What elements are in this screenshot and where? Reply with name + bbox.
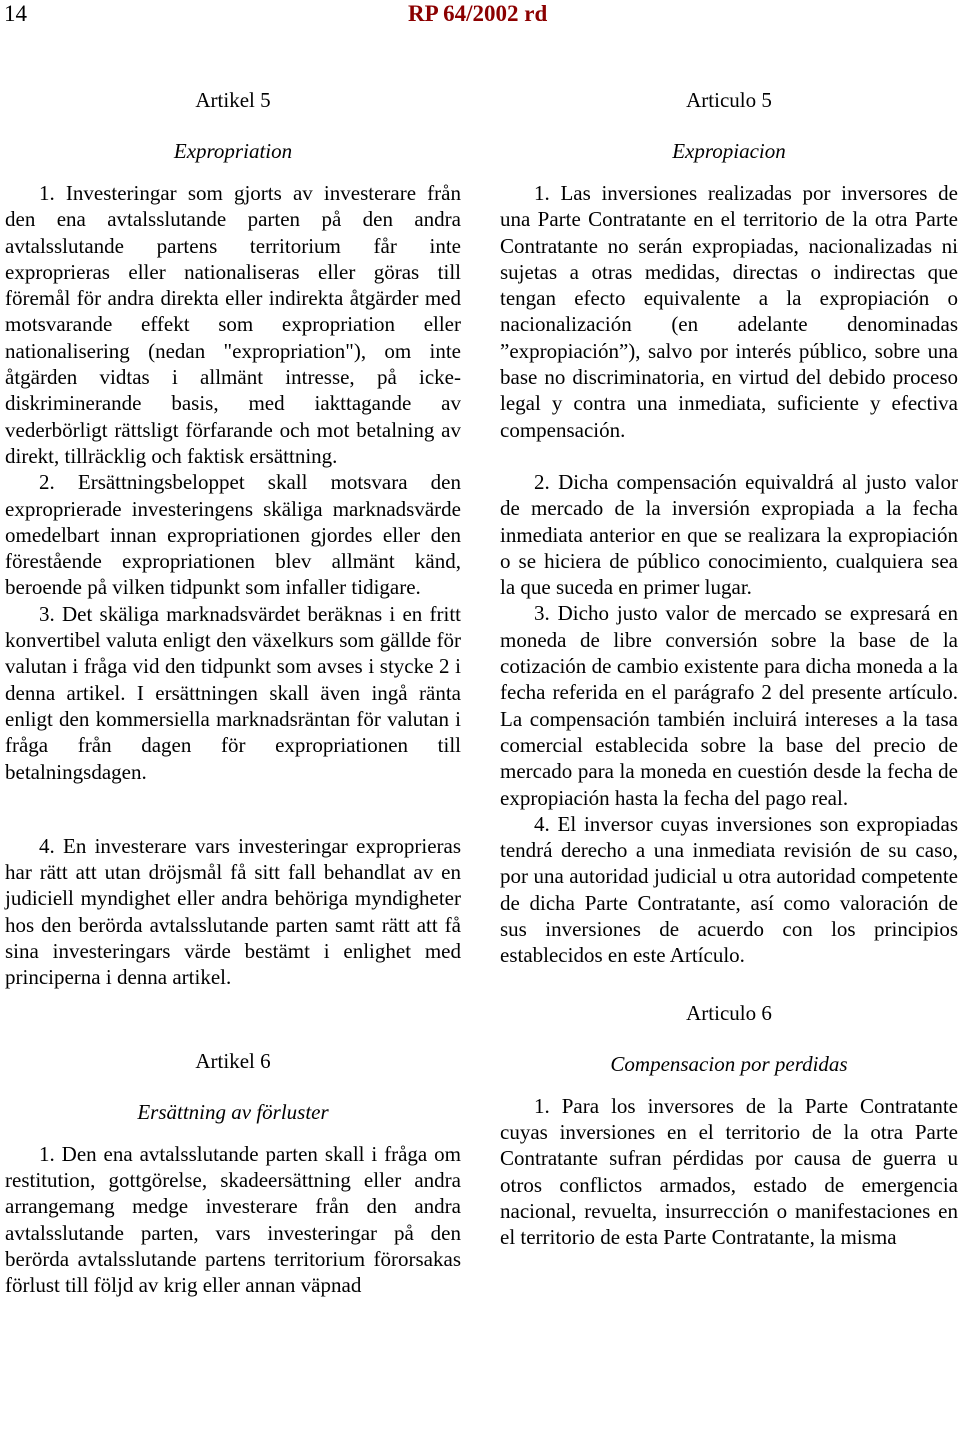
article-6-paragraph-1-sv: 1. Den ena avtalsslutande parten skall i fråga om restitution, gottgörelse, skadeersättning eller andra arrangemang medge investerare från den andra avtalsslutande parten, vars investeringar på den berörda avtalsslutande partens territorium förorsakas förlust till följd av krig eller annan väpnad bbox=[5, 1141, 461, 1298]
article-5-paragraph-2-sv: 2. Ersättningsbeloppet skall motsvara den exproprierade investeringens skäliga marknadsvärde omedelbart innan expropriationen gjordes eller den förestående expropriationen blev allmänt känd, beroende på vilken tidpunkt som infaller tidigare. bbox=[5, 470, 461, 600]
article-6-subtitle-sv: Ersättning av förluster bbox=[137, 1099, 329, 1124]
spanish-column bbox=[500, 82, 958, 1250]
swedish-column bbox=[5, 82, 461, 1298]
document-reference: RP 64/2002 rd bbox=[408, 1, 548, 26]
article-5-paragraph-2-es: 2. Dicha compensación equivaldrá al justo valor de mercado de la inversión expropiada a la fecha inmediata anterior en que se realizara la expropiación o se hiciera de público conocimiento, cualquiera sea la que suceda en primer lugar. bbox=[500, 469, 958, 600]
article-5-title-es: Articulo 5 bbox=[686, 88, 772, 112]
article-6-paragraph-1-es: 1. Para los inversores de la Parte Contratante cuyas inversiones en el territorio de la otra Parte Contratante sufran pérdidas por causa de guerra u otros conflictos armados, estado de emergencia nacional, revuelta, insurrección o manifestaciones en el territorio de esta Parte Contratante, la misma bbox=[500, 1093, 958, 1250]
article-5-paragraph-3-sv: 3. Det skäliga marknadsvärdet beräknas i en fritt konvertibel valuta enligt den växelkurs som gällde för valutan i fråga vid den tidpunkt som avses i stycke 2 i denna artikel. I ersättningen skall även ingå ränta enligt den kommersiella marknadsräntan för valutan i fråga från dagen för expropriationen till betalningsdagen. bbox=[5, 601, 461, 784]
page-header bbox=[0, 0, 960, 30]
article-5-paragraph-4-sv: 4. En investerare vars investeringar exproprieras har rätt att utan dröjsmål få sitt fall behandlat av en judiciell myndighet eller andra behöriga myndigheter hos den berörda avtalsslutande parten samt rätt att få sina investeringars värde bestämt i enlighet med principerna i denna artikel. bbox=[5, 833, 461, 990]
article-5-paragraph-3-es: 3. Dicho justo valor de mercado se expresará en moneda de libre conversión sobre la base de la cotización de cambio existente para dicha moneda a la fecha referida en el parágrafo 2 del presente artículo. La compensación también incluirá intereses a la tasa comercial establecida sobre la base del precio de mercado para la moneda en cuestión desde la fecha de expropiación hasta la fecha del pago real. bbox=[500, 601, 958, 810]
article-5-paragraph-4-es: 4. El inversor cuyas inversiones son expropiadas tendrá derecho a una inmediata revisión de su caso, por una autoridad judicial u otra autoridad competente de dicha Parte Contratante, así como valoración de sus inversiones de acuerdo con los principios establecidos en este Artículo. bbox=[500, 811, 958, 968]
page-number: 14 bbox=[4, 1, 27, 26]
article-5-subtitle-sv: Expropriation bbox=[173, 139, 293, 163]
article-5-paragraph-1-sv: 1. Investeringar som gjorts av investerare från den ena avtalsslutande parten på den andra avtalsslutande partens territorium får inte exproprieras eller nationaliseras eller göras till föremål för andra direkta eller indirekta åtgärder med motsvarande effekt som expropriation eller nationalisering (nedan "expropriation"), om inte åtgärden vidtas i allmänt intresse, på icke-diskriminerande basis, med iakttagande av vederbörligt rättsligt förfarande och mot betalning av direkt, tillräcklig och faktisk ersättning. bbox=[5, 181, 461, 468]
article-5-subtitle-es: Expropiacion bbox=[672, 139, 786, 163]
article-5-paragraph-1-es: 1. Las inversiones realizadas por inversores de una Parte Contratante en el territorio de la otra Parte Contratante no serán expropiadas, nacionalizadas ni sujetas a otras medidas, directas o indirectas que tengan efecto equivalente a la expropiación o nacionalización (en adelante denominadas ”expropiación”), salvo por interés público, sobre una base no discriminatoria, en virtud del debido proceso legal y contra una inmediata, suficiente y efectiva compensación. bbox=[500, 181, 958, 442]
article-6-subtitle-es: Compensacion por perdidas bbox=[610, 1051, 848, 1076]
article-6-title-es: Articulo 6 bbox=[686, 1000, 772, 1025]
article-6-title-sv: Artikel 6 bbox=[195, 1048, 271, 1073]
article-5-title-sv: Artikel 5 bbox=[195, 88, 271, 112]
